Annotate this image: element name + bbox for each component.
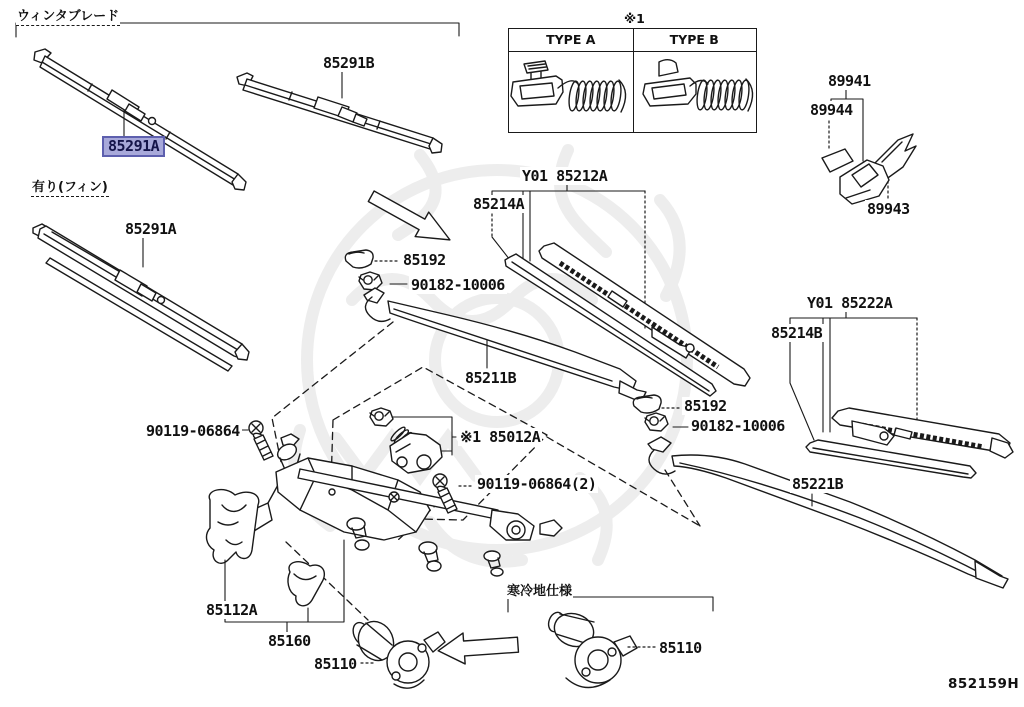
part-label-90119-06864-2[interactable]: 90119-06864(2) bbox=[477, 475, 597, 493]
part-label-85214B[interactable]: 85214B bbox=[771, 324, 823, 342]
cold-climate-bracket bbox=[508, 597, 713, 612]
nut-90182-10006-2-drawing bbox=[645, 413, 668, 431]
fin-blade-85291A-drawing bbox=[33, 224, 249, 371]
type-table-note: ※1 bbox=[624, 11, 645, 26]
winter-blade-85291B-drawing bbox=[237, 73, 442, 153]
part-label-90182-10006-1[interactable]: 90182-10006 bbox=[411, 276, 505, 294]
part-label-Y01-85222A[interactable]: Y01 85222A bbox=[807, 294, 893, 312]
type-a-header: TYPE A bbox=[546, 32, 596, 47]
type-table-divider bbox=[633, 29, 634, 132]
drawing-number: 852159H bbox=[948, 676, 1020, 692]
cover-85160-drawing bbox=[288, 562, 324, 606]
part-label-85211B[interactable]: 85211B bbox=[465, 369, 517, 387]
part-label-90119-06864[interactable]: 90119-06864 bbox=[146, 422, 240, 440]
part-label-Y01-85212A[interactable]: Y01 85212A bbox=[522, 167, 608, 185]
part-label-85110-1[interactable]: 85110 bbox=[314, 655, 357, 673]
part-label-85110-2[interactable]: 85110 bbox=[659, 639, 702, 657]
part-label-89941[interactable]: 89941 bbox=[828, 72, 871, 90]
part-label-85192-2[interactable]: 85192 bbox=[684, 397, 727, 415]
part-label-85221B[interactable]: 85221B bbox=[792, 475, 844, 493]
part-label-85012A[interactable]: ※1 85012A bbox=[460, 428, 541, 446]
part-label-85291B[interactable]: 85291B bbox=[323, 54, 375, 72]
part-label-85214A[interactable]: 85214A bbox=[473, 195, 525, 213]
part-label-85160[interactable]: 85160 bbox=[268, 632, 311, 650]
rear-arm-85221B-drawing bbox=[648, 437, 1008, 588]
group-caption-cold-climate: 寒冷地仕様 bbox=[506, 580, 573, 599]
type-b-header: TYPE B bbox=[669, 32, 719, 47]
part-label-85112A[interactable]: 85112A bbox=[206, 601, 258, 619]
nut-90182-10006-1-drawing bbox=[359, 272, 382, 290]
motor-85110-2-drawing bbox=[546, 608, 637, 687]
type-comparison-table bbox=[508, 28, 757, 133]
group-caption-with-fin: 有り(フィン) bbox=[31, 176, 109, 197]
cover-85112A-drawing bbox=[207, 490, 259, 564]
clip-85192-2-drawing bbox=[633, 395, 661, 413]
pointer-arrow-cold bbox=[437, 629, 519, 666]
bolt-90119-06864-1-drawing bbox=[249, 421, 273, 460]
clip-85192-1-drawing bbox=[345, 250, 373, 268]
part-label-85291A-1[interactable]: 85291A bbox=[102, 136, 165, 157]
part-label-85192-1[interactable]: 85192 bbox=[403, 251, 446, 269]
group-caption-winter-blade: ウィンタブレード bbox=[16, 5, 120, 26]
part-label-90182-10006-2[interactable]: 90182-10006 bbox=[691, 417, 785, 435]
part-label-89944[interactable]: 89944 bbox=[810, 101, 853, 119]
part-label-85291A-2[interactable]: 85291A bbox=[125, 220, 177, 238]
rear-blade-85222A-drawing bbox=[806, 408, 1013, 478]
motor-85110-1-drawing bbox=[350, 616, 445, 688]
winter-blade-85291A-drawing bbox=[34, 49, 246, 190]
part-label-89943[interactable]: 89943 bbox=[867, 200, 910, 218]
